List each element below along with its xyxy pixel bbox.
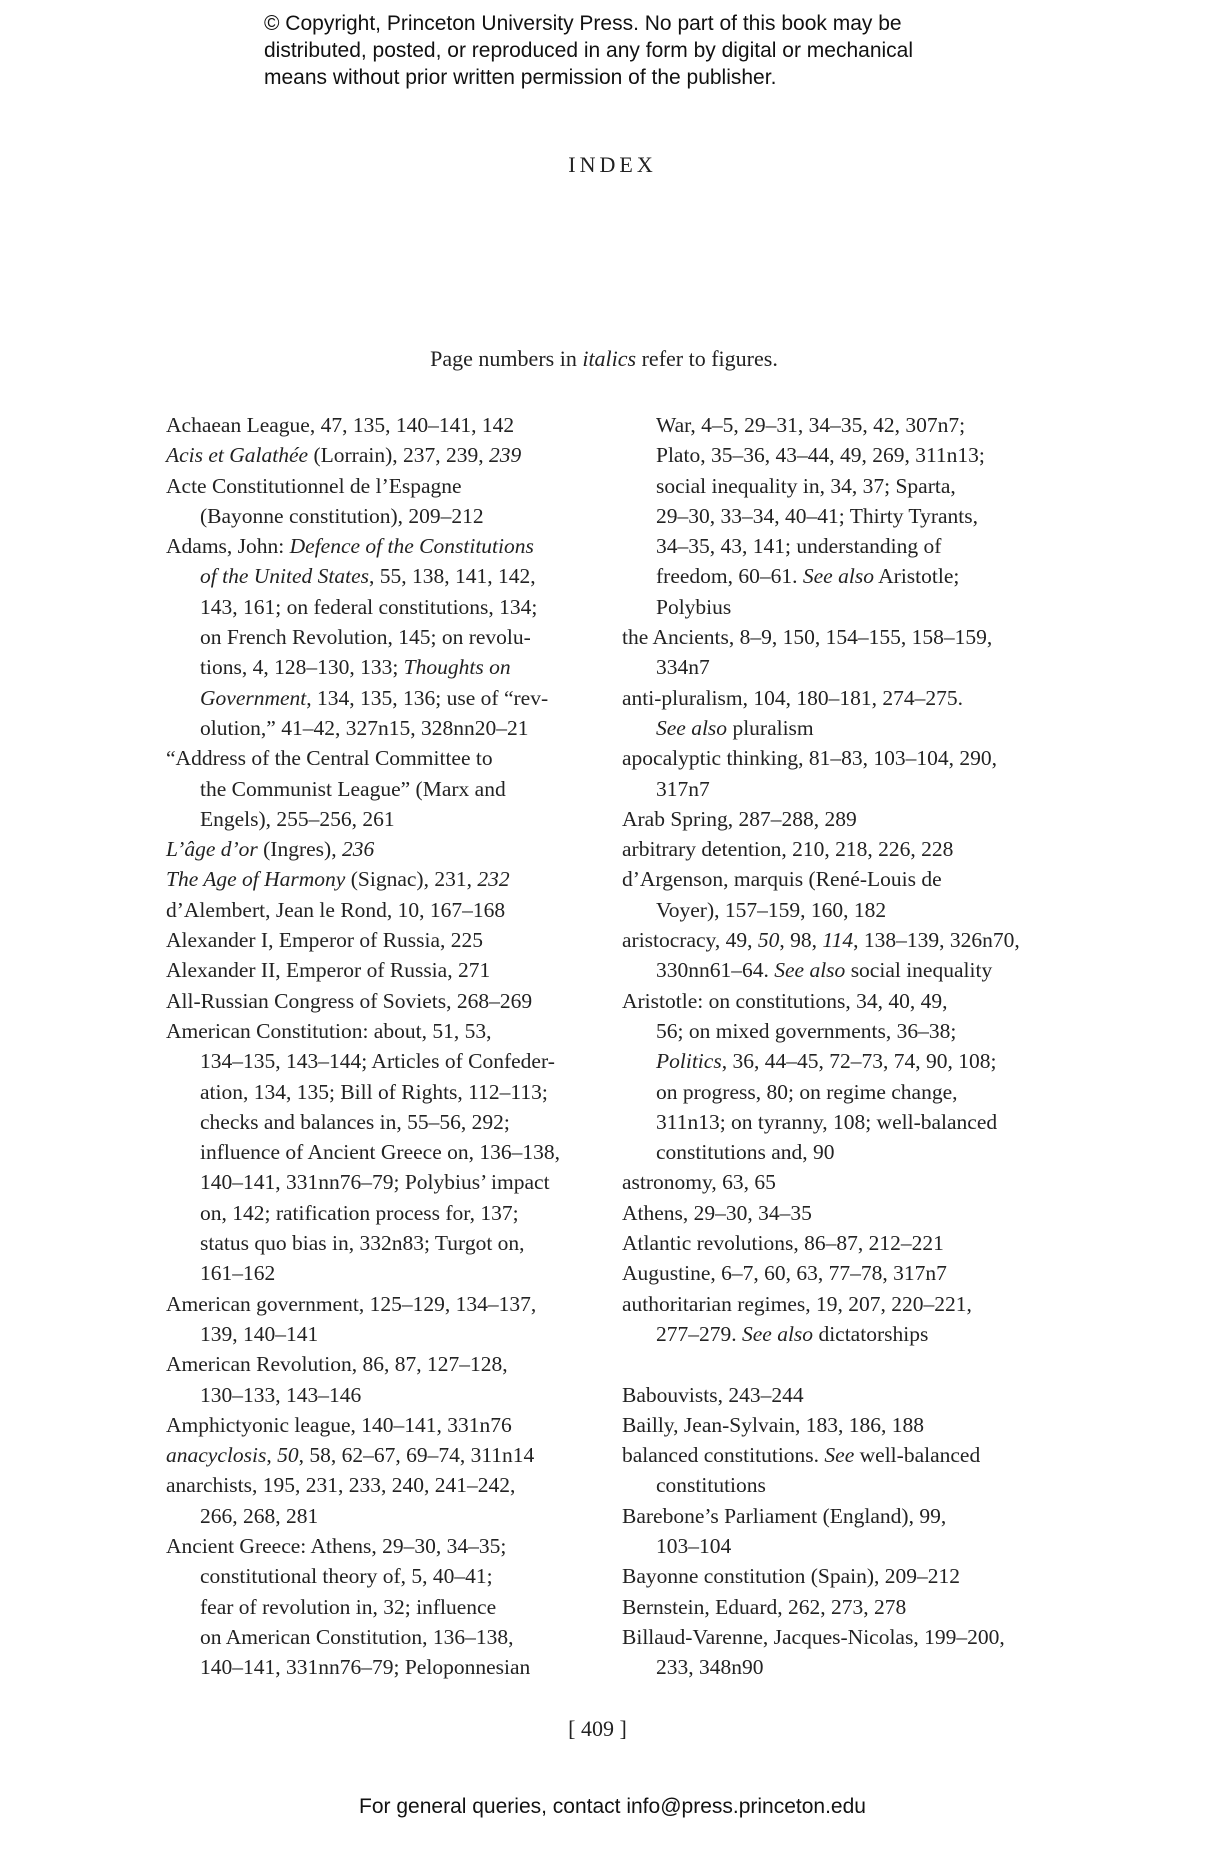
index-line: Achaean League, 47, 135, 140–141, 142 [166,413,515,437]
copyright-line: means without prior written permission of the publisher. [264,66,777,89]
index-line: apocalyptic thinking, 81–83, 103–104, 290, [622,746,998,771]
index-line: on American Constitution, 136–138, [200,1624,514,1649]
index-line: Voyer), 157–159, 160, 182 [656,897,887,922]
index-line: Amphictyonic league, 140–141, 331n76 [166,1412,512,1437]
index-line: on, 142; ratification process for, 137; [200,1200,519,1225]
index-line: the Ancients, 8–9, 150, 154–155, 158–159, [622,625,993,650]
index-line: All-Russian Congress of Soviets, 268–269 [166,988,533,1013]
index-line: Adams, John: Defence of the Constitutions [166,534,534,559]
index-line: Bailly, Jean-Sylvain, 183, 186, 188 [622,1412,924,1437]
index-line: Billaud-Varenne, Jacques-Nicolas, 199–200, [622,1624,1005,1649]
index-line: anacyclosis, 50, 58, 62–67, 69–74, 311n14 [166,1443,535,1468]
index-line: Politics, 36, 44–45, 72–73, 74, 90, 108; [656,1049,997,1074]
index-line: Bernstein, Eduard, 262, 273, 278 [622,1594,907,1619]
index-line: Acis et Galathée (Lorrain), 237, 239, 239 [166,443,522,468]
page-title: INDEX [568,152,657,177]
index-line: Ancient Greece: Athens, 29–30, 34–35; [166,1533,507,1558]
copyright-line: distributed, posted, or reproduced in any form by digital or mechanical [264,39,914,62]
index-line: d’Argenson, marquis (René-Louis de [622,867,942,892]
index-line: Polybius [656,594,732,619]
index-line: War, 4–5, 29–31, 34–35, 42, 307n7; [656,413,966,437]
note-text: refer to figures. [636,346,778,371]
index-line: American government, 125–129, 134–137, [166,1291,537,1316]
index-line: anarchists, 195, 231, 233, 240, 241–242, [166,1473,516,1498]
note-text: Page numbers in [430,346,583,371]
page-number: [ 409 ] [568,1716,627,1741]
index-line: of the United States, 55, 138, 141, 142, [200,564,536,589]
index-line: Alexander II, Emperor of Russia, 271 [166,958,491,983]
index-line: Acte Constitutionnel de l’Espagne [166,473,462,498]
index-line: anti-pluralism, 104, 180–181, 274–275. [622,685,963,710]
index-line: (Bayonne constitution), 209–212 [200,503,484,528]
index-line: The Age of Harmony (Signac), 231, 232 [166,867,510,892]
index-line: 134–135, 143–144; Articles of Confeder- [200,1049,555,1074]
index-line: 266, 268, 281 [200,1503,319,1528]
index-line: 130–133, 143–146 [200,1382,362,1407]
index-line: Aristotle: on constitutions, 34, 40, 49, [622,988,948,1013]
index-line: constitutional theory of, 5, 40–41; [200,1564,493,1589]
index-line: 161–162 [200,1261,276,1286]
index-line: American Constitution: about, 51, 53, [166,1018,492,1043]
index-line: fear of revolution in, 32; influence [200,1594,497,1619]
index-line: 233, 348n90 [656,1655,764,1680]
index-line: Athens, 29–30, 34–35 [622,1200,812,1225]
index-line: 317n7 [656,776,710,801]
index-line: authoritarian regimes, 19, 207, 220–221, [622,1291,972,1316]
index-line: L’âge d’or (Ingres), 236 [166,837,375,862]
index-line: constitutions [656,1473,766,1498]
index-line: 334n7 [656,655,710,680]
index-line: the Communist League” (Marx and [200,776,506,801]
index-line: 330nn61–64. See also social inequality [656,958,993,983]
index-line: Babouvists, 243–244 [622,1382,804,1407]
index-line: social inequality in, 34, 37; Sparta, [656,473,956,498]
index-line: status quo bias in, 332n83; Turgot on, [200,1231,525,1256]
index-line: See also pluralism [656,715,814,740]
index-line: 34–35, 43, 141; understanding of [656,534,942,559]
index-line: ation, 134, 135; Bill of Rights, 112–113; [200,1079,548,1104]
index-line: Bayonne constitution (Spain), 209–212 [622,1564,960,1589]
index-line: tions, 4, 128–130, 133; Thoughts on [200,655,511,680]
index-line: olution,” 41–42, 327n15, 328nn20–21 [200,715,529,740]
index-note [0,346,1208,372]
index-line: d’Alembert, Jean le Rond, 10, 167–168 [166,897,506,922]
index-line: freedom, 60–61. See also Aristotle; [656,564,960,589]
copyright-line: © Copyright, Princeton University Press. No part of this book may be [264,12,902,35]
index-line: Barebone’s Parliament (England), 99, [622,1503,947,1528]
index-line: on French Revolution, 145; on revolu- [200,625,531,650]
index-line: 103–104 [656,1533,732,1558]
index-line: checks and balances in, 55–56, 292; [200,1109,510,1134]
index-line: Plato, 35–36, 43–44, 49, 269, 311n13; [656,443,985,468]
index-line: on progress, 80; on regime change, [656,1079,958,1104]
index-line: balanced constitutions. See well-balanced [622,1443,981,1468]
section-gap [622,1349,1052,1379]
index-line: constitutions and, 90 [656,1140,835,1165]
index-line: Government, 134, 135, 136; use of “rev- [200,685,549,710]
index-line: 311n13; on tyranny, 108; well-balanced [656,1109,998,1134]
index-line: Atlantic revolutions, 86–87, 212–221 [622,1231,944,1256]
index-line: 56; on mixed governments, 36–38; [656,1018,957,1043]
index-line: 29–30, 33–34, 40–41; Thirty Tyrants, [656,503,978,528]
index-line: 143, 161; on federal constitutions, 134; [200,594,538,619]
index-column-left [166,410,586,1682]
footer-contact: For general queries, contact info@press.princeton.edu [359,1795,866,1818]
index-line: Alexander I, Emperor of Russia, 225 [166,928,484,953]
index-line: 140–141, 331nn76–79; Peloponnesian [200,1655,531,1680]
copyright-notice [264,10,1024,91]
index-column-right [622,410,1052,1682]
note-italic-word: italics [582,346,637,371]
index-line: Engels), 255–256, 261 [200,806,395,831]
index-line: American Revolution, 86, 87, 127–128, [166,1352,508,1377]
index-line: 140–141, 331nn76–79; Polybius’ impact [200,1170,550,1195]
index-line: 277–279. See also dictatorships [656,1321,929,1346]
index-line: aristocracy, 49, 50, 98, 114, 138–139, 326n70, [622,928,1020,953]
index-line: arbitrary detention, 210, 218, 226, 228 [622,837,954,862]
index-line: Augustine, 6–7, 60, 63, 77–78, 317n7 [622,1261,947,1286]
index-line: astronomy, 63, 65 [622,1170,776,1195]
index-line: “Address of the Central Committee to [166,746,493,771]
index-line: influence of Ancient Greece on, 136–138, [200,1140,560,1165]
index-line: Arab Spring, 287–288, 289 [622,806,857,831]
index-line: 139, 140–141 [200,1321,319,1346]
